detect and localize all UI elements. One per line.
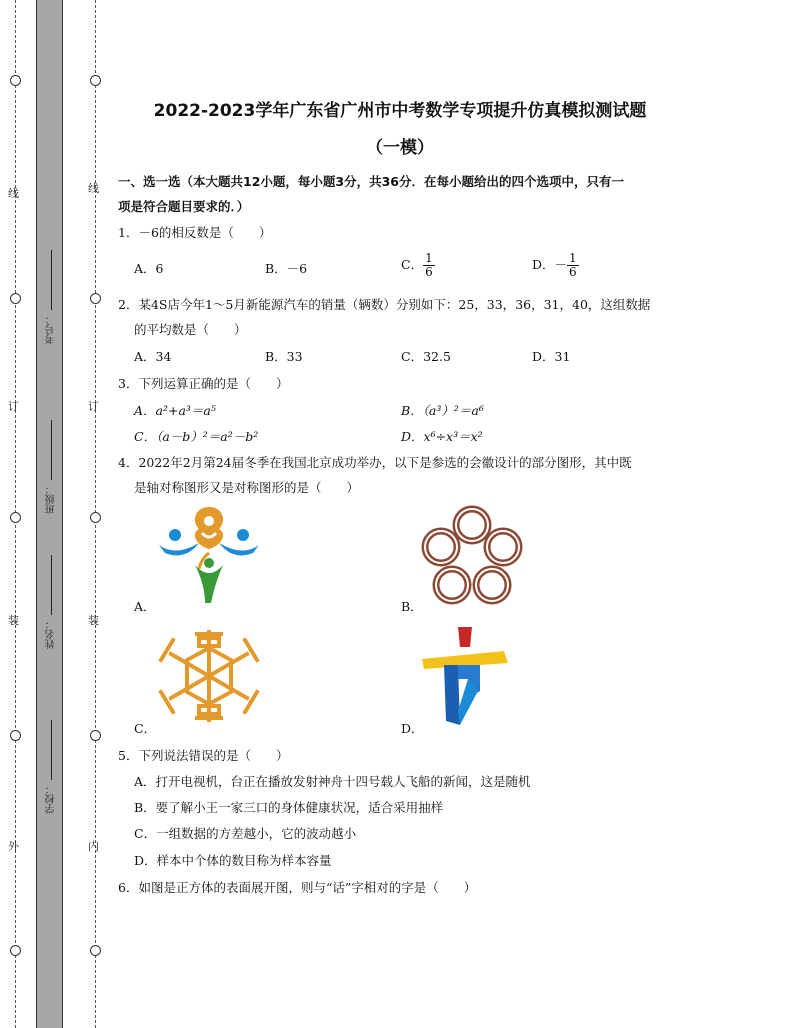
hole-circle xyxy=(10,730,21,741)
margin-word: 内 xyxy=(88,840,99,853)
margin-word: 装 xyxy=(8,614,19,627)
q2-option-d: D．31 xyxy=(532,349,571,364)
q4-option-b: B． xyxy=(401,599,423,614)
hole-circle xyxy=(90,512,101,523)
emblem-figure-a xyxy=(155,503,263,607)
q2-stem: 2．某4S店今年1～5月新能源汽车的销量（辆数）分别如下：25，33，36，31，40，这组数据 xyxy=(118,297,651,312)
q5-option-a: A．打开电视机，台正在播放发射神舟十四号载人飞船的新闻，这是随机 xyxy=(134,774,531,789)
class-field: 班级： xyxy=(44,420,56,514)
margin-word: 装 xyxy=(88,614,99,627)
q3-option-c: C．（a－b）²＝a²－b² xyxy=(134,429,259,444)
hole-circle xyxy=(10,293,21,304)
margin-word: 线 xyxy=(88,182,99,195)
page-title: 2022-2023学年广东省广州市中考数学专项提升仿真模拟测试题 xyxy=(153,101,647,121)
q2-stem-cont: 的平均数是（ ） xyxy=(134,322,247,337)
exam-number-field: 考号： xyxy=(44,250,56,344)
hole-circle xyxy=(90,730,101,741)
q4-option-d: D． xyxy=(401,721,424,736)
q1-option-d: D．－ $\frac{1}{6}$ xyxy=(532,251,577,279)
binding-strip xyxy=(36,0,63,1028)
emblem-figure-c xyxy=(155,626,263,726)
q5-stem: 5．下列说法错误的是（ ） xyxy=(118,748,289,763)
margin-word: 订 xyxy=(8,400,19,413)
school-field: 学校： xyxy=(44,720,56,814)
hole-circle xyxy=(90,293,101,304)
margin-word: 外 xyxy=(8,840,19,853)
q5-option-b: B．要了解小王一家三口的身体健康状况，适合采用抽样 xyxy=(134,800,444,815)
q6-stem: 6．如图是正方体的表面展开图，则与“话”字相对的字是（ ） xyxy=(118,880,477,895)
hole-circle xyxy=(10,945,21,956)
section-heading-cont: 项是符合题目要求的．） xyxy=(118,199,250,214)
hole-circle xyxy=(90,945,101,956)
q2-option-b: B．33 xyxy=(265,349,303,364)
q3-stem: 3．下列运算正确的是（ ） xyxy=(118,376,289,391)
q2-option-c: C．32.5 xyxy=(401,349,451,364)
margin-word: 订 xyxy=(88,400,99,413)
q1-stem: 1．－6的相反数是（ ） xyxy=(118,225,272,240)
q5-option-d: D．样本中个体的数目称为样本容量 xyxy=(134,853,332,868)
hole-circle xyxy=(90,75,101,86)
q3-option-d: D．x⁶÷x³＝x² xyxy=(401,429,483,444)
page-subtitle: （一模） xyxy=(366,138,434,158)
q2-option-a: A．34 xyxy=(134,349,172,364)
q1-option-b: B．－6 xyxy=(265,261,308,276)
q3-option-b: B．（a³）²＝a⁶ xyxy=(401,403,484,418)
q5-option-c: C．一组数据的方差越小，它的波动越小 xyxy=(134,826,357,841)
section-heading: 一、选一选（本大题共12小题，每小题3分，共36分．在每小题给出的四个选项中，只有一 xyxy=(118,174,624,189)
q4-stem-cont: 是轴对称图形又是对称图形的是（ ） xyxy=(134,480,360,495)
q4-option-c: C． xyxy=(134,721,157,736)
margin-word: 线 xyxy=(8,187,19,200)
q1-option-a: A．6 xyxy=(134,261,164,276)
hole-circle xyxy=(10,75,21,86)
q4-option-a: A． xyxy=(134,599,156,614)
emblem-figure-b xyxy=(420,505,524,609)
name-field: 姓名： xyxy=(44,555,56,649)
q4-stem: 4．2022年2月第24届冬季在我国北京成功举办，以下是参选的会徽设计的部分图形，其中既 xyxy=(118,455,632,470)
hole-circle xyxy=(10,512,21,523)
q3-option-a: A．a²+a³＝a⁵ xyxy=(134,403,216,418)
emblem-figure-d xyxy=(420,625,512,729)
q1-option-c: C． $\frac{1}{6}$ xyxy=(401,251,433,279)
